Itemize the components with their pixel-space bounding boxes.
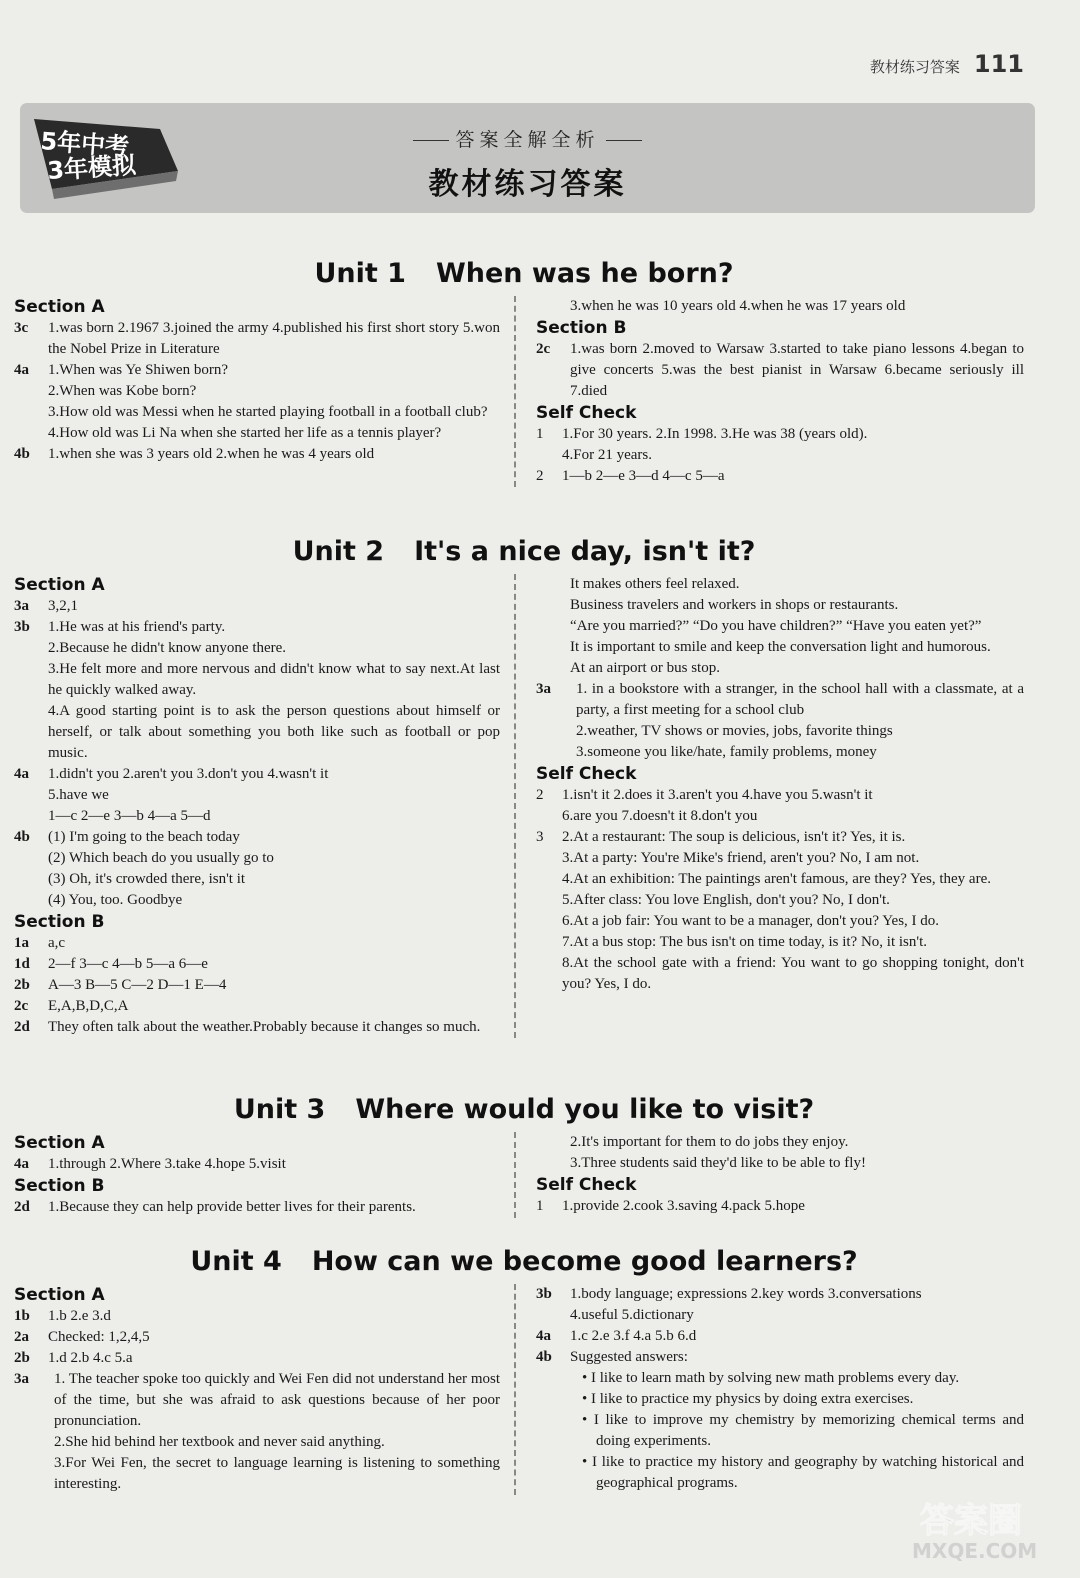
- banner-title: 教材练习答案: [428, 167, 627, 202]
- item-text: They often talk about the weather.Probably because it changes so much.: [48, 1019, 481, 1035]
- section-heading: Section B: [536, 318, 627, 338]
- item-text: 1.when she was 3 years old 2.when he was 4 years old: [48, 446, 375, 462]
- left-column: [14, 1132, 506, 1218]
- unit-title: [14, 1088, 1034, 1132]
- item-text: 1.through 2.Where 3.take 4.hope 5.visit: [48, 1156, 286, 1172]
- unit-3: [14, 1088, 1034, 1218]
- item-text: (4) You, too. Goodbye: [48, 892, 183, 908]
- banner-subtitle: [20, 125, 1035, 152]
- unit-number: Unit 1: [314, 258, 406, 289]
- item-label: 1b: [14, 1308, 30, 1324]
- item-label: 4b: [14, 446, 30, 462]
- item-text: 6.At a job fair: You want to be a manager, don't you? Yes, I do.: [562, 913, 940, 929]
- answer-item: [14, 764, 500, 785]
- unit-number: Unit 4: [190, 1246, 282, 1277]
- item-label: 3b: [14, 619, 30, 635]
- item-text: 3.He felt more and more nervous and didn't know what to say next.At last he quickly walked away.: [48, 661, 500, 698]
- answer-item: [14, 975, 500, 996]
- item-label: 2d: [14, 1199, 30, 1215]
- item-text: 3.At a party: You're Mike's friend, aren't you? No, I am not.: [562, 850, 920, 866]
- watermark-top-text: 答案圈: [920, 1501, 1022, 1541]
- right-column: [524, 1132, 1024, 1218]
- item-text: Suggested answers:: [570, 1349, 688, 1365]
- item-text: 1—b 2—e 3—d 4—c 5—a: [562, 468, 725, 484]
- item-text: 2.It's important for them to do jobs they enjoy.: [570, 1134, 849, 1150]
- item-text: 2.When was Kobe born?: [48, 383, 197, 399]
- answer-item: [14, 360, 500, 381]
- item-text: 1.body language; expressions 2.key words 3.conversations: [570, 1286, 922, 1302]
- watermark-logo: [860, 1494, 1060, 1564]
- right-column: [524, 296, 1024, 487]
- section-heading: Section A: [14, 1285, 105, 1305]
- unit-heading: It's a nice day, isn't it?: [414, 536, 756, 567]
- item-text: 3.For Wei Fen, the secret to language learning is listening to something interesting.: [54, 1455, 500, 1492]
- item-text: 3,2,1: [48, 598, 78, 614]
- item-text: At an airport or bus stop.: [570, 660, 720, 676]
- item-text: 1—c 2—e 3—b 4—a 5—d: [48, 808, 211, 824]
- item-label: 4a: [536, 1328, 551, 1344]
- unit-title: [14, 530, 1034, 574]
- title-banner: [20, 103, 1035, 213]
- item-text: 3.Three students said they'd like to be able to fly!: [570, 1155, 866, 1171]
- item-label: 2c: [14, 998, 29, 1014]
- item-label: 3a: [14, 1371, 29, 1387]
- item-text: 7.At a bus stop: The bus isn't on time today, is it? No, it isn't.: [562, 934, 927, 950]
- item-text: 4.useful 5.dictionary: [570, 1307, 694, 1323]
- bullet-item: • I like to learn math by solving new math problems every day.: [582, 1370, 960, 1386]
- item-label: 4b: [536, 1349, 552, 1365]
- item-text: 6.are you 7.doesn't it 8.don't you: [562, 808, 758, 824]
- column-divider: [514, 1132, 516, 1218]
- answer-item: [14, 996, 500, 1017]
- item-text: a,c: [48, 935, 66, 951]
- item-text: 1.was born 2.moved to Warsaw 3.started to take piano lessons 4.began to give concerts 5.was the best pianist in Warsaw 6.became seriously ill 7.died: [570, 341, 1024, 399]
- item-text: 2.At a restaurant: The soup is delicious, isn't it? Yes, it is.: [562, 829, 906, 845]
- answer-item: [14, 444, 500, 465]
- bullet-item: • I like to practice my history and geography by watching historical and geographical programs.: [582, 1454, 1024, 1491]
- section-heading: Self Check: [536, 764, 637, 784]
- section-heading: Self Check: [536, 1175, 637, 1195]
- item-text: 1.Because they can help provide better lives for their parents.: [48, 1199, 416, 1215]
- item-text: 8.At the school gate with a friend: You want to go shopping tonight, don't you? Yes, I do.: [562, 955, 1024, 992]
- column-divider: [514, 296, 516, 487]
- answer-item: [536, 1196, 1024, 1217]
- answer-item: [536, 679, 1024, 721]
- item-text: A—3 B—5 C—2 D—1 E—4: [48, 977, 227, 993]
- item-label: 4a: [14, 362, 29, 378]
- right-column: [524, 1284, 1024, 1495]
- item-label: 3b: [536, 1286, 552, 1302]
- answer-item: [536, 1326, 1024, 1347]
- watermark-bottom-text: MXQE.COM: [912, 1539, 1038, 1563]
- unit-heading: When was he born?: [435, 258, 734, 289]
- item-text: 1.c 2.e 3.f 4.a 5.b 6.d: [570, 1328, 697, 1344]
- item-label: 1: [536, 426, 544, 442]
- unit-1: [14, 252, 1034, 487]
- item-text: It is important to smile and keep the conversation light and humorous.: [570, 639, 991, 655]
- item-text: 4.At an exhibition: The paintings aren't famous, are they? Yes, they are.: [562, 871, 991, 887]
- item-label: 2: [536, 787, 544, 803]
- item-text: 1. in a bookstore with a stranger, in the school hall with a classmate, at a party, a first meeting for a school club: [576, 681, 1024, 718]
- item-text: 1.When was Ye Shiwen born?: [48, 362, 228, 378]
- unit-heading: How can we become good learners?: [311, 1246, 858, 1277]
- unit-4: [14, 1240, 1034, 1495]
- item-text: 4.How old was Li Na when she started her life as a tennis player?: [48, 425, 442, 441]
- item-label: 3: [536, 829, 544, 845]
- answer-item: [14, 1017, 500, 1038]
- answer-item: [536, 424, 1024, 445]
- answer-item: [14, 596, 500, 617]
- answer-item: [14, 827, 500, 848]
- section-heading: Section B: [14, 912, 105, 932]
- answer-item: [536, 785, 1024, 806]
- item-text: Checked: 1,2,4,5: [48, 1329, 150, 1345]
- answer-item: [536, 339, 1024, 402]
- section-heading: Self Check: [536, 403, 637, 423]
- section-heading: Section A: [14, 575, 105, 595]
- header-label: 教材练习答案: [869, 58, 960, 76]
- item-label: 2d: [14, 1019, 30, 1035]
- column-divider: [514, 1284, 516, 1495]
- column-divider: [514, 574, 516, 1038]
- left-column: [14, 574, 506, 1038]
- item-label: 3a: [536, 681, 551, 697]
- item-text: 2.Because he didn't know anyone there.: [48, 640, 287, 656]
- item-text: 4.A good starting point is to ask the person questions about himself or herself, or talk about something you both like such as football or pop music.: [48, 703, 500, 761]
- bullet-item: • I like to practice my physics by doing extra exercises.: [582, 1391, 914, 1407]
- unit-number: Unit 2: [292, 536, 385, 567]
- item-text: 1.isn't it 2.does it 3.aren't you 4.have you 5.wasn't it: [562, 787, 873, 803]
- item-text: 1. The teacher spoke too quickly and Wei Fen did not understand her most of the time, but she was afraid to ask questions because of her poor pronunciation.: [54, 1371, 500, 1429]
- unit-number: Unit 3: [233, 1094, 326, 1125]
- left-column: [14, 296, 506, 487]
- item-label: 2: [536, 468, 544, 484]
- item-label: 2b: [14, 1350, 30, 1366]
- answer-item: [14, 1327, 500, 1348]
- item-label: 3c: [14, 320, 29, 336]
- answer-item: [536, 1347, 1024, 1368]
- answer-item: [14, 1348, 500, 1369]
- answer-item: [14, 318, 500, 360]
- item-label: 1d: [14, 956, 30, 972]
- unit-heading: Where would you like to visit?: [355, 1094, 815, 1125]
- item-label: 2a: [14, 1329, 29, 1345]
- item-text: 2.She hid behind her textbook and never said anything.: [54, 1434, 385, 1450]
- section-heading: Section A: [14, 297, 105, 317]
- answer-item: [14, 954, 500, 975]
- item-label: 1a: [14, 935, 29, 951]
- item-text: (3) Oh, it's crowded there, isn't it: [48, 871, 246, 887]
- item-label: 1: [536, 1198, 544, 1214]
- item-text: 5.have we: [48, 787, 109, 803]
- item-label: 4a: [14, 766, 29, 782]
- unit-title: [14, 252, 1034, 296]
- item-text: “Are you married?” “Do you have children?” “Have you eaten yet?”: [570, 618, 982, 634]
- bullet-item: • I like to improve my chemistry by memorizing chemical terms and doing experiments.: [582, 1412, 1024, 1449]
- item-text: 5.After class: You love English, don't you? No, I don't.: [562, 892, 890, 908]
- answer-item: [14, 1369, 500, 1432]
- item-text: 4.For 21 years.: [562, 447, 652, 463]
- section-heading: Section A: [14, 1133, 105, 1153]
- answer-item: [14, 1154, 500, 1175]
- page-header: [870, 50, 1024, 78]
- item-label: 3a: [14, 598, 29, 614]
- item-text: 1.For 30 years. 2.In 1998. 3.He was 38 (years old).: [562, 426, 868, 442]
- item-text: 3.someone you like/hate, family problems, money: [576, 744, 877, 760]
- item-text: Business travelers and workers in shops or restaurants.: [570, 597, 899, 613]
- item-label: 2b: [14, 977, 30, 993]
- logo-text-bottom: 3年模拟: [46, 150, 137, 185]
- item-label: 2c: [536, 341, 551, 357]
- answer-item: [536, 827, 1024, 848]
- item-text: 3.How old was Messi when he started playing football in a football club?: [48, 404, 488, 420]
- item-text: 1.He was at his friend's party.: [48, 619, 226, 635]
- page-number: 111: [973, 50, 1024, 78]
- right-column: [524, 574, 1024, 1038]
- answer-item: [536, 466, 1024, 487]
- item-label: 4a: [14, 1156, 29, 1172]
- unit-title: [14, 1240, 1034, 1284]
- item-text: (2) Which beach do you usually go to: [48, 850, 274, 866]
- item-text: 1.d 2.b 4.c 5.a: [48, 1350, 133, 1366]
- answer-item: [14, 1197, 500, 1218]
- unit-2: [14, 530, 1034, 1038]
- left-column: [14, 1284, 506, 1495]
- section-heading: Section B: [14, 1176, 105, 1196]
- item-text: (1) I'm going to the beach today: [48, 829, 240, 845]
- item-text: 3.when he was 10 years old 4.when he was 17 years old: [570, 298, 906, 314]
- answer-item: [14, 1306, 500, 1327]
- item-text: 1.provide 2.cook 3.saving 4.pack 5.hope: [562, 1198, 805, 1214]
- answer-item: [536, 1284, 1024, 1305]
- banner-subtitle-text: 答案全解全析: [455, 129, 600, 151]
- item-text: It makes others feel relaxed.: [570, 576, 740, 592]
- item-text: 2.weather, TV shows or movies, jobs, favorite things: [576, 723, 893, 739]
- item-text: 1.didn't you 2.aren't you 3.don't you 4.wasn't it: [48, 766, 329, 782]
- item-text: 1.b 2.e 3.d: [48, 1308, 111, 1324]
- item-label: 4b: [14, 829, 30, 845]
- item-text: 2—f 3—c 4—b 5—a 6—e: [48, 956, 208, 972]
- item-text: E,A,B,D,C,A: [48, 998, 129, 1014]
- logo-text-top: 5年中考: [39, 127, 131, 162]
- answer-item: [14, 617, 500, 638]
- answer-item: [14, 933, 500, 954]
- item-text: 1.was born 2.1967 3.joined the army 4.published his first short story 5.won the Nobel Prize in Literature: [48, 320, 500, 357]
